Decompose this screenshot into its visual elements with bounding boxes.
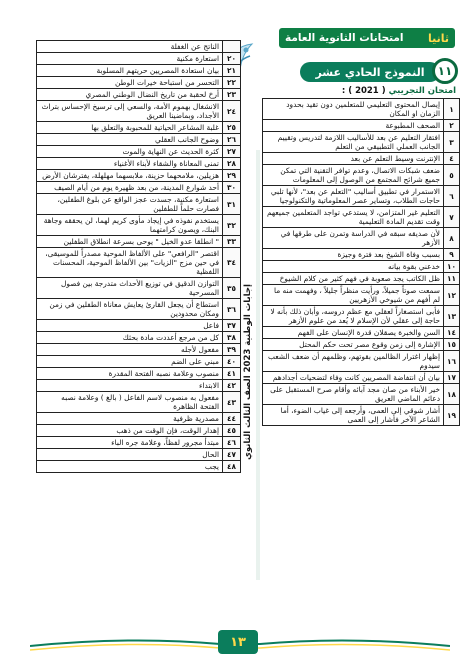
- answer-text: سمعت صوتاً جميلاً، ورأيت منظراً جليلاً ، وفهمت منه ما لم أفهم من شيوخي الأزهريين: [263, 285, 444, 306]
- answer-text: السن والخبرة يصقلان قدرة الإنسان على الفهم: [263, 327, 444, 339]
- answer-number: ٨: [444, 228, 460, 249]
- answer-row: [37, 248, 241, 278]
- answer-row: [37, 437, 241, 449]
- answer-row: [37, 122, 241, 134]
- section-header: [279, 28, 455, 48]
- answer-row: [263, 207, 460, 228]
- answer-row: [263, 99, 460, 120]
- answer-text: بسبب وفاة الشيخ بعد فترة وجيزة: [263, 249, 444, 261]
- answer-number: ١: [444, 99, 460, 120]
- answer-number: ١٠: [444, 261, 460, 273]
- answer-number: ٢٣: [223, 89, 241, 101]
- answer-number: ٣٦: [223, 299, 241, 320]
- answer-row: [37, 77, 241, 89]
- answer-number: ٤٥: [223, 425, 241, 437]
- answer-text: الإنترنت وسيط التعلم عن بعد: [263, 153, 444, 165]
- answer-text: أرخ لحقبة من تاريخ النضال الوطني المصري: [37, 89, 223, 101]
- answer-number: ٢١: [223, 65, 241, 77]
- answer-text: " انطلقا عدو الخيل " يوحى بسرعة انطلاق الطفلين: [37, 236, 223, 248]
- answer-number: ٣٤: [223, 248, 241, 278]
- vertical-book-title: إجابات الوطنية 2023 الصف الثالث الثانوي: [243, 284, 253, 460]
- answer-text: خير الأبناء من صان مجد آبائه وأقام صرح المستقبل على دعائم الماضي العريق: [263, 384, 444, 405]
- answers-table-right: [262, 98, 460, 426]
- answer-number: ٢: [444, 120, 460, 132]
- answer-row: [37, 356, 241, 368]
- answer-text: إظهار اغترار الظالمين بقوتهم، وظلمهم أن ضعف الشعب سيدوم: [263, 351, 444, 372]
- answer-number: ٢٨: [223, 158, 241, 170]
- answer-text: مصدرية ظرفية: [37, 413, 223, 425]
- answer-row: [37, 236, 241, 248]
- answer-row: [263, 228, 460, 249]
- answer-text: مفعول به منصوب لاسم الفاعل ( بالغ ) وعلامة نصبه الفتحة الظاهرة: [37, 392, 223, 413]
- answer-row: [37, 53, 241, 65]
- answer-number: ٢٢: [223, 77, 241, 89]
- answer-number: ٥: [444, 165, 460, 186]
- section-rank: ثانيا: [427, 31, 449, 45]
- answer-number: ١١: [444, 273, 460, 285]
- answer-text: الاستمرار في تطبيق أساليب "التعلم عن بعد"، لأنها تلبي حاجات الطلاب، وتساير عصر المعلوماتية والتكنولوجيا: [263, 186, 444, 207]
- answer-text: وضوح الجانب العقلي: [37, 134, 223, 146]
- answer-number: ٢٠: [223, 53, 241, 65]
- answer-text: مبني على الضم: [37, 356, 223, 368]
- answer-row: [37, 134, 241, 146]
- answer-text: غلبة المشاعر الحياتية للمحبوبة والتعلق بها: [37, 122, 223, 134]
- answer-row: [263, 405, 460, 426]
- answer-row: [263, 351, 460, 372]
- model-number-badge: ١١: [432, 58, 458, 84]
- answer-text: التحسر من استباحة خيرات الوطن: [37, 77, 223, 89]
- answer-row: [263, 153, 460, 165]
- answer-text: إيصال المحتوى التعليمي للمتعلمين دون تقيد بحدود الزمان او المكان: [263, 99, 444, 120]
- answer-row: [263, 165, 460, 186]
- answer-number: ١٩: [444, 405, 460, 426]
- answer-number: ١٦: [444, 351, 460, 372]
- answer-number: ٢٦: [223, 134, 241, 146]
- answer-text: الناتج عن الغفلة: [37, 41, 223, 53]
- model-title: النموذج الحادي عشر: [300, 62, 440, 82]
- answer-number: ١٣: [444, 306, 460, 327]
- answer-text: أحد شوارع المدينة، من بعد ظهيرة يوم من أيام الصيف: [37, 182, 223, 194]
- answer-row: [37, 413, 241, 425]
- answer-row: [263, 372, 460, 384]
- answer-number: ٢٩: [223, 170, 241, 182]
- answer-text: خدعني بقوة بيانه: [263, 261, 444, 273]
- page-number: ١٣: [218, 630, 258, 654]
- answer-number: ١٧: [444, 372, 460, 384]
- answer-row: [37, 320, 241, 332]
- answer-number: ٣٣: [223, 236, 241, 248]
- answer-text: الابتداء: [37, 380, 223, 392]
- answer-text: هزيلين، ملامحهما حزينة، ملابسهما مهلهلة، يفترشان الأرض: [37, 170, 223, 182]
- answer-text: استعارة مكنية: [37, 53, 223, 65]
- answer-number: ٤٢: [223, 380, 241, 392]
- exam-year: ( 2021 ) :: [341, 86, 386, 96]
- answer-row: [37, 146, 241, 158]
- answer-text: استعارة مكنية، جسدت عجز الواقع عن بلوغ الطفلين، فصارت حلماً للطفلين: [37, 194, 223, 215]
- answer-text: الانشغال بهموم الأمة، والسعي إلى ترسيخ الإحساس بتراث الأجداد، وبماضينا العريق: [37, 101, 223, 122]
- answer-text: ضعف شبكات الاتصال، وعدم توافر التقنية التي تمكن جميع شرائح المجتمع من الوصول إلى المعلومات: [263, 165, 444, 186]
- answer-row: [37, 158, 241, 170]
- answer-text: لأن صديقه سبقه في الدراسة وتمرن على طرقها في الأزهر: [263, 228, 444, 249]
- answers-table-left: [36, 40, 241, 473]
- answer-text: بيان أن انتفاضة المصريين كانت وفاء لتضحيات أجدادهم: [263, 372, 444, 384]
- answer-number: ٣١: [223, 194, 241, 215]
- answer-text: التوازن الدقيق في توزيع الأحداث متدرجة بين فصول المسرحية: [37, 278, 223, 299]
- answer-number: ٤٣: [223, 392, 241, 413]
- answer-row: [37, 170, 241, 182]
- exam-label: [280, 86, 456, 96]
- answer-number: ٤٨: [223, 461, 241, 473]
- answer-row: [37, 425, 241, 437]
- answer-row: [37, 41, 241, 53]
- answer-number: ٤٠: [223, 356, 241, 368]
- answer-row: [37, 392, 241, 413]
- answer-number: ٣٨: [223, 332, 241, 344]
- answer-row: [37, 449, 241, 461]
- answer-number: ١٨: [444, 384, 460, 405]
- answer-number: ٢٤: [223, 101, 241, 122]
- answer-text: مفعول لأجله: [37, 344, 223, 356]
- answer-row: [37, 194, 241, 215]
- answer-row: [37, 101, 241, 122]
- answer-number: ٢٧: [223, 146, 241, 158]
- answer-text: يستخدم نفوذه في إيجاد مأوى كريم لهما، لن يحققه وجاهة البنك، ويصون كرامتهما: [37, 215, 223, 236]
- answer-text: الحال: [37, 449, 223, 461]
- answer-row: [263, 132, 460, 153]
- answer-number: ٤١: [223, 368, 241, 380]
- answer-text: بيان استعادة المصريين حريتهم المسلوبة: [37, 65, 223, 77]
- answer-number: ٣٠: [223, 182, 241, 194]
- answer-text: اقتصر "الرافعي" على الألفاظ الموحية مصدراً للموسيقى، في حين مزج "الزيات" بين الألفاظ الموحية، المحسنات اللفظية: [37, 248, 223, 278]
- answer-number: ١٢: [444, 285, 460, 306]
- answer-row: [37, 344, 241, 356]
- answer-text: استطاع أن يجعل القارئ يعايش معاناة الطفلين في زمن ومكان محدودين: [37, 299, 223, 320]
- answer-text: الإشارة إلى زمن وقوع مصر تحت حكم المحتل: [263, 339, 444, 351]
- answer-text: منصوب وعلامة نصبه الفتحة المقدرة: [37, 368, 223, 380]
- answer-text: التعليم غير المتزامن، لا يستدعي تواجد المتعلمين جميعهم وقت تقديم المادة التعليمية: [263, 207, 444, 228]
- answer-text: افتقار التعليم عن بعد للأساليب اللازمة لتدريس وتقييم الجانب العملي التطبيقي من التعلم: [263, 132, 444, 153]
- answer-row: [263, 186, 460, 207]
- answer-text: ظل الكاتب يجد صعوبة في فهم كثير من كلام الشيوخ: [263, 273, 444, 285]
- answer-number: ٦: [444, 186, 460, 207]
- answer-text: فاعل: [37, 320, 223, 332]
- answer-number: ١٤: [444, 327, 460, 339]
- answer-row: [263, 339, 460, 351]
- answer-row: [37, 215, 241, 236]
- answer-row: [263, 261, 460, 273]
- answer-row: [263, 273, 460, 285]
- answer-number: ٧: [444, 207, 460, 228]
- answer-number: ٤٤: [223, 413, 241, 425]
- answer-row: [37, 65, 241, 77]
- answer-row: [263, 120, 460, 132]
- answer-text: كثرة الحديث عن النهاية والموت: [37, 146, 223, 158]
- answer-row: [37, 368, 241, 380]
- answer-row: [37, 380, 241, 392]
- answer-row: [263, 384, 460, 405]
- answer-number: ٣٩: [223, 344, 241, 356]
- answer-text: فأبى استصغاراً لعقلي مع عظم دروسه، وأبان ذلك بأنه لا حاجة إلى عقلي لأن الإسلام لا يُعد من علوم الأزهر: [263, 306, 444, 327]
- answer-number: ٩: [444, 249, 460, 261]
- answer-text: الصحف المطبوعة: [263, 120, 444, 132]
- answer-text: أشار شوقي إلى العمى، وأرجعه إلى غياب الضوء، أما الشاعر الآخر فأشار إلى العمى: [263, 405, 444, 426]
- answer-number: ٣٧: [223, 320, 241, 332]
- answer-text: يجب: [37, 461, 223, 473]
- answer-number: ٤٧: [223, 449, 241, 461]
- answer-row: [263, 327, 460, 339]
- answer-text: كل من مرجع أعددت مادة بحثك: [37, 332, 223, 344]
- answer-row: [37, 332, 241, 344]
- answer-number: ٤٦: [223, 437, 241, 449]
- answer-number: [223, 41, 241, 53]
- answer-row: [263, 306, 460, 327]
- answer-number: ١٥: [444, 339, 460, 351]
- answer-row: [263, 285, 460, 306]
- exam-prefix: امتحان التجريبي: [388, 86, 456, 96]
- answer-number: ٣٢: [223, 215, 241, 236]
- answer-row: [263, 249, 460, 261]
- answer-row: [37, 278, 241, 299]
- answer-row: [37, 461, 241, 473]
- answer-row: [37, 182, 241, 194]
- answer-number: ٢٥: [223, 122, 241, 134]
- answer-row: [37, 89, 241, 101]
- answer-text: إهدار الوقت، فإن الوقت من ذهب: [37, 425, 223, 437]
- answer-number: ٤: [444, 153, 460, 165]
- answer-text: مبتدأ مجرور لفظاً، وعلامة جره الباء: [37, 437, 223, 449]
- answer-row: [37, 299, 241, 320]
- answer-text: تمنى المعاناة والشقاء لأبناء الأغنياء: [37, 158, 223, 170]
- answer-number: ٣: [444, 132, 460, 153]
- answer-number: ٣٥: [223, 278, 241, 299]
- section-title: امتحانات الثانوية العامة: [285, 32, 404, 44]
